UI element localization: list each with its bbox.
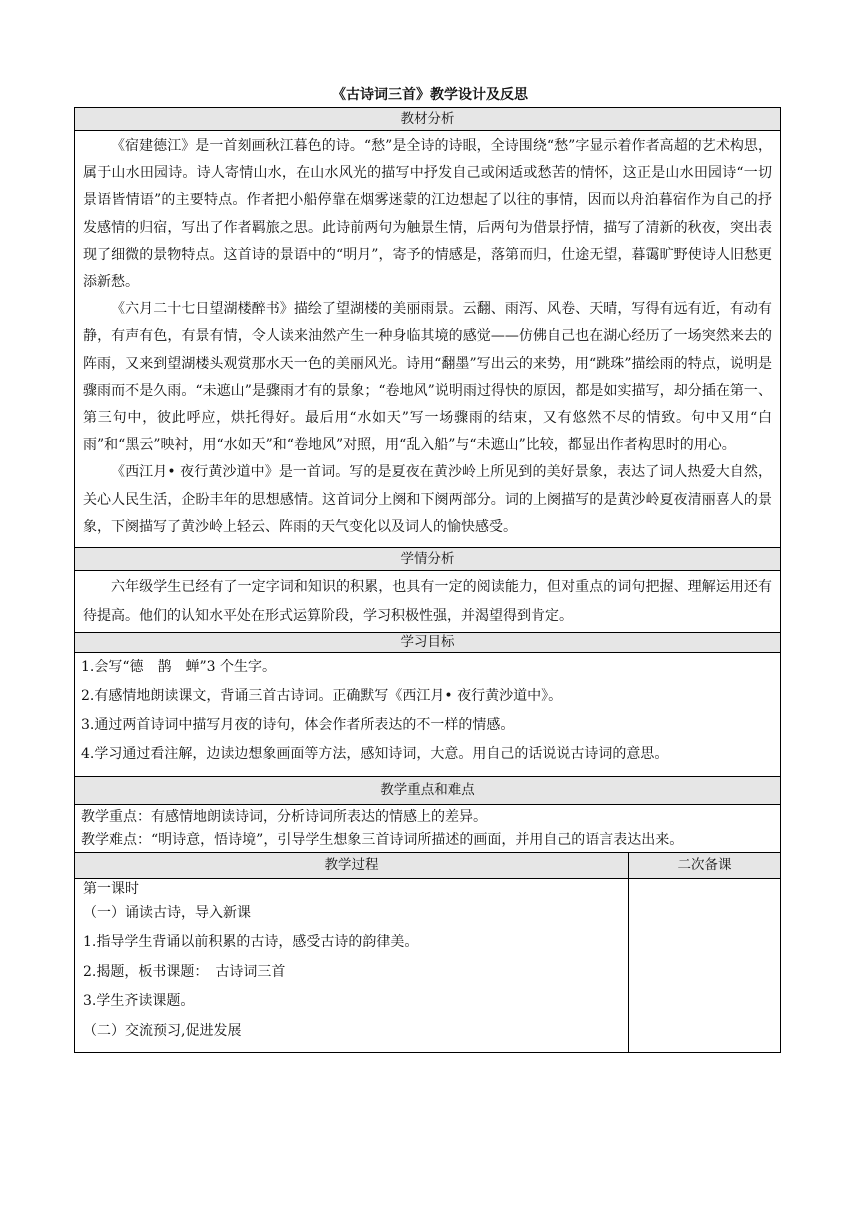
key-point-item: 教学难点：“明诗意，悟诗境”，引导学生想象三首诗词所描述的画面，并用自己的语言表达出来。 [81, 831, 684, 848]
second-preparation-content [629, 879, 780, 1052]
goal-item: 4.学习通过看注解，边读边想象画面等方法，感知诗词，大意。用自己的话说说古诗词的意思。 [81, 746, 669, 763]
document-title: 《古诗词三首》教学设计及反思 [332, 87, 528, 103]
learning-goals-heading: 学习目标 [75, 633, 781, 653]
process-body-row [75, 879, 781, 1053]
process-content [75, 879, 629, 1052]
key-point-item: 教学重点：有感情地朗读诗词，分析诗词所表达的情感上的差异。 [81, 809, 487, 826]
material-paragraph: 《宿建德江》是一首刻画秋江暮色的诗。“愁”是全诗的诗眼，全诗围绕“愁”字显示着作者高超的艺术构思，属于山水田园诗。诗人寄情山水，在山水风光的描写中抒发自己或闲适或愁苦的情怀，这正是山水田园诗“一切景语皆情语”的主要特点。作者把小船停靠在烟雾迷蒙的江边想起了以往的事情，因而以舟泊暮宿作为自己的抒发感情的归宿，写出了作者羁旅之思。此诗前两句为触景生情，后两句为借景抒情，描写了清新的秋夜，突出表现了细微的景物特点。这首诗的景语中的“明月”，寄予的情感是，落第而归，仕途无望，暮霭旷野使诗人旧愁更添新愁。 [83, 138, 772, 291]
key-points-body [75, 805, 781, 853]
student-analysis-heading: 学情分析 [75, 548, 781, 571]
key-points-heading: 教学重点和难点 [75, 777, 781, 805]
lesson-plan-table [74, 107, 781, 1053]
student-analysis-body [75, 571, 781, 633]
process-item: 1.指导学生背诵以前积累的古诗，感受古诗的韵律美。 [83, 934, 419, 951]
goal-item: 3.通过两首诗词中描写月夜的诗句，体会作者所表达的不一样的情感。 [81, 717, 515, 734]
goal-item: 2.有感情地朗读课文，背诵三首古诗词。正确默写《西江月• 夜行黄沙道中》。 [81, 688, 563, 705]
process-heading: 教学过程 [75, 853, 629, 878]
material-analysis-heading: 教材分析 [75, 108, 781, 131]
process-header-row [75, 853, 781, 879]
learning-goals-body [75, 653, 781, 777]
process-item: （二）交流预习,促进发展 [83, 1022, 242, 1039]
process-item: 2.揭题，板书课题： 古诗词三首 [83, 963, 286, 980]
goal-item: 1.会写“德 鹊 蝉”3 个生字。 [81, 659, 277, 676]
student-paragraph: 六年级学生已经有了一定字词和知识的积累，也具有一定的阅读能力，但对重点的词句把握、理解运用还有待提高。他们的认知水平处在形式运算阶段，学习积极性强，并渴望得到肯定。 [83, 579, 772, 625]
process-item: （一）诵读古诗，导入新课 [83, 905, 251, 922]
material-analysis-body [75, 131, 781, 548]
material-paragraph: 《西江月• 夜行黄沙道中》是一首词。写的是夏夜在黄沙岭上所见到的美好景象，表达了词人热爱大自然，关心人民生活，企盼丰年的思想感情。这首词分上阕和下阕两部分。词的上阕描写的是黄沙岭夏夜清丽喜人的景象，下阕描写了黄沙岭上轻云、阵雨的天气变化以及词人的愉快感受。 [83, 464, 772, 535]
second-preparation-heading: 二次备课 [629, 853, 780, 878]
process-item: 3.学生齐读课题。 [83, 993, 195, 1010]
material-paragraph: 《六月二十七日望湖楼醉书》描绘了望湖楼的美丽雨景。云翻、雨泻、风卷、天晴，写得有远有近，有动有静，有声有色，有景有情，令人读来油然产生一种身临其境的感觉——仿佛自己也在湖心经历了一场突然来去的阵雨，又来到望湖楼头观赏那水天一色的美丽风光。诗用“翻墨”写出云的来势，用“跳珠”描绘雨的特点，说明是骤雨而不是久雨。“未遮山”是骤雨才有的景象；“卷地风”说明雨过得快的原因，都是如实描写，却分插在第一、第三句中，彼此呼应，烘托得好。最后用“水如天”写一场骤雨的结束，又有悠然不尽的情致。句中又用“白雨”和“黑云”映衬，用“水如天”和“卷地风”对照，用“乱入船”与“未遮山”比较，都显出作者构思时的用心。 [83, 301, 772, 454]
process-item: 第一课时 [83, 881, 139, 898]
